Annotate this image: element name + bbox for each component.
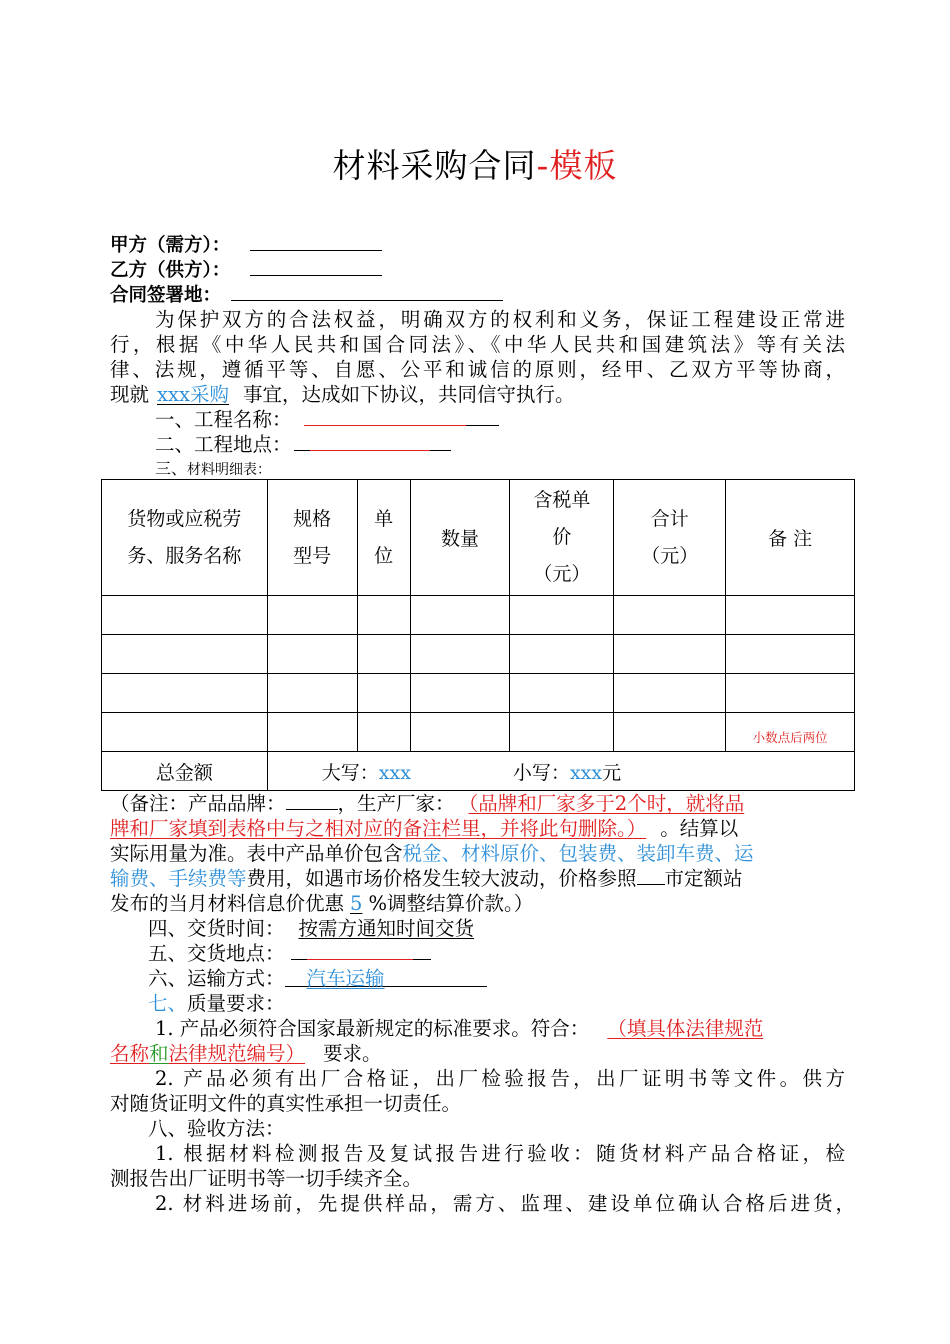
sign-place-line: 合同签署地： [110,282,503,309]
city-field[interactable] [637,866,665,885]
intro-line-2: 行，根据《中华人民共和国合同法》、《中华人民共和国建筑法》等有关法 [110,333,845,356]
delivery-time-value[interactable]: 按需方通知时间交货 [298,917,475,940]
acceptance-item-2-line-1: 2. 材料进场前，先提供样品，需方、监理、建设单位确认合格后进货， [155,1192,855,1215]
header-quantity: 数量 [410,480,510,596]
total-row [102,752,855,791]
quality-item-1-line-1: 1. 产品必须符合国家最新规定的标准要求。符合： （填具体法律规范 [155,1017,764,1040]
table-row [102,713,855,752]
sign-place-field[interactable] [231,282,503,301]
section-5-line: 五、交货地点： [148,941,431,967]
party-b-line: 乙方（供方）： [110,257,382,284]
party-b-field[interactable] [250,257,382,276]
section-1-line: 一、工程名称： [155,407,499,433]
table-row [102,674,855,713]
amount-upper-value[interactable]: xxx [378,761,411,784]
header-remark: 备 注 [726,480,855,596]
remark-line-4: 输费、手续费等费用，如遇市场价格发生较大波动，价格参照 市定额站 [110,867,743,890]
section-3-line: 三、材料明细表： [155,459,272,478]
remark-line-1: （备注：产品品牌： ，生产厂家： （品牌和厂家多于2个时，就将品 [110,792,745,815]
decimal-note-cell[interactable] [726,713,855,752]
material-table [101,479,855,791]
section-2-line: 二、工程地点： [155,432,451,458]
header-unit: 单 位 [357,480,410,596]
acceptance-item-1-line-2: 测报告出厂证明书等一切手续齐全。 [110,1167,423,1190]
table-header-row [102,480,855,596]
remark-line-5: 发布的当月材料信息价优惠 5 %调整结算价款。） [110,892,534,915]
header-total: 合计 （元） [614,480,726,596]
acceptance-item-1-line-1: 1. 根据材料检测报告及复试报告进行验收：随货材料产品合格证，检 [155,1142,845,1165]
header-goods-name: 货物或应税劳 务、服务名称 [102,480,268,596]
delivery-place-field[interactable] [291,941,431,960]
remark-line-2: 牌和厂家填到表格中与之相对应的备注栏里，并将此句删除。） 。结算以 [110,817,739,840]
brand-instruction: （品牌和厂家多于2个时，就将品 [468,792,745,815]
quality-item-2-line-1: 2. 产品必须有出厂合格证，出厂检验报告，出厂证明书等文件。供方 [155,1067,845,1090]
header-spec: 规格 型号 [267,480,357,596]
section-4-line: 四、交货时间： 按需方通知时间交货 [148,916,496,942]
table-row [102,596,855,635]
page-title: 材料采购合同-模板 [332,146,618,185]
amount-lower-value[interactable]: xxx [569,761,603,784]
party-a-line: 甲方（需方）： [110,232,382,259]
intro-line-3: 律、法规，遵循平等、自愿、公平和诚信的原则，经甲、乙双方平等协商， [110,358,845,381]
total-label: 总金额 [102,752,268,791]
section-6-line: 六、运输方式： 汽车运输 [148,966,487,992]
brand-field[interactable] [286,791,338,810]
quality-item-2-line-2: 对随货证明文件的真实性承担一切责任。 [110,1092,462,1115]
section-7-line: 七、质量要求： [148,992,285,1015]
transport-field[interactable] [285,966,487,990]
decimal-note: 小数点后两位 [752,730,828,745]
remark-line-3: 实际用量为准。表中产品单价包含税金、材料原价、包装费、装卸车费、运 [110,842,754,865]
purchase-item-fill[interactable]: xxx采购 [157,383,230,406]
intro-line-4: 现就 xxx采购 事宜，达成如下协议，共同信守执行。 [110,383,575,406]
party-a-field[interactable] [250,232,382,251]
intro-line-1: 为保护双方的合法权益，明确双方的权利和义务，保证工程建设正常进 [155,308,845,331]
total-amount-cell[interactable]: 大写：xxx 小写：xxx元 [267,752,854,791]
transport-value: 汽车运输 [306,967,385,990]
section-8-line: 八、验收方法： [148,1117,285,1140]
project-site-field[interactable] [294,432,451,451]
project-name-field[interactable] [304,407,499,426]
discount-value[interactable]: 5 [350,892,363,915]
header-unit-price: 含税单 价 （元） [510,480,614,596]
table-row [102,635,855,674]
quality-item-1-line-2: 名称和法律规范编号） 要求。 [110,1042,382,1065]
